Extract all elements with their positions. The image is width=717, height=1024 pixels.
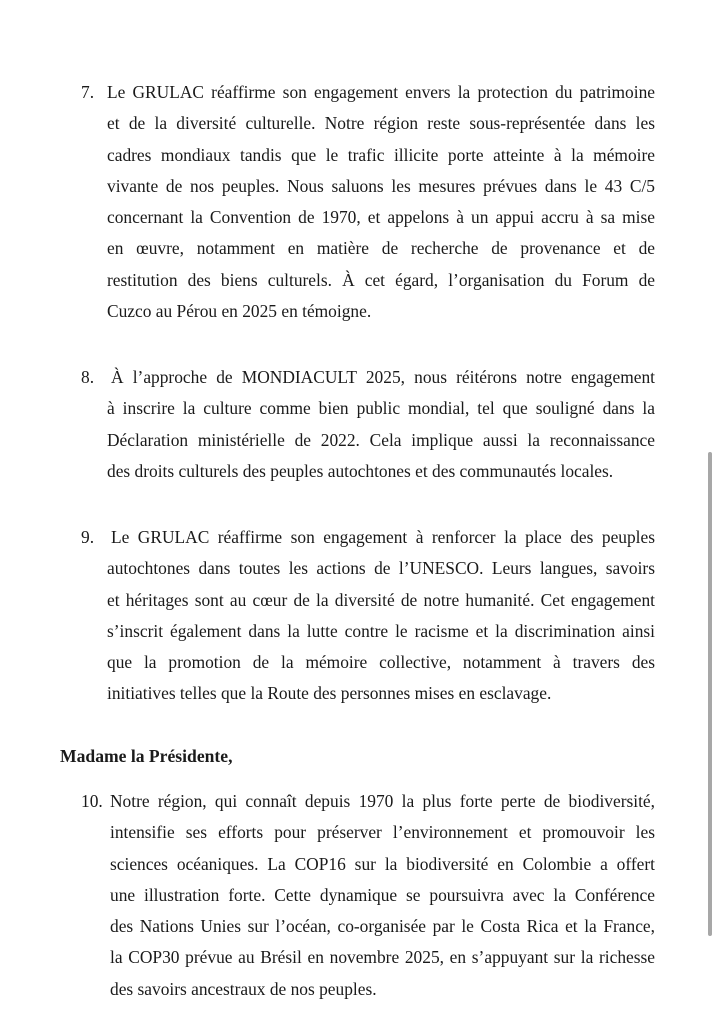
paragraph-line: des droits culturels des peuples autochtones et des communautés locales. <box>107 460 614 481</box>
paragraph-line: la COP30 prévue au Brésil en novembre 2025, en s’appuyant sur la richesse <box>110 947 655 968</box>
paragraph-number: 7. <box>81 82 95 102</box>
paragraph-8 <box>81 362 655 487</box>
paragraph-7 <box>81 77 655 327</box>
paragraph-line: vivante de nos peuples. Nous saluons les mesures prévues dans le 43 C/5 <box>107 175 655 196</box>
paragraph-line: Déclaration ministérielle de 2022. Cela implique aussi la reconnaissance <box>107 429 655 450</box>
paragraph-line: concernant la Convention de 1970, et appelons à un appui accru à sa mise <box>107 207 655 228</box>
paragraph-line: que la promotion de la mémoire collective, notamment à travers des <box>107 652 655 673</box>
paragraph-line: À l’approche de MONDIACULT 2025, nous réitérons notre engagement <box>111 367 655 387</box>
paragraph-line: à inscrire la culture comme bien public mondial, tel que souligné dans la <box>107 398 655 419</box>
paragraph-line: des savoirs ancestraux de nos peuples. <box>110 978 377 999</box>
paragraph-line: cadres mondiaux tandis que le trafic illicite porte atteinte à la mémoire <box>107 144 655 165</box>
paragraph-line: restitution des biens culturels. À cet égard, l’organisation du Forum de <box>107 269 655 290</box>
paragraph-line: Le GRULAC réaffirme son engagement à renforcer la place des peuples <box>111 527 655 547</box>
paragraph-10 <box>81 786 655 1005</box>
paragraph-line: sciences océaniques. La COP16 sur la biodiversité en Colombie a offert <box>110 853 655 874</box>
paragraph-line: et héritages sont au cœur de la diversité de notre humanité. Cet engagement <box>107 589 655 610</box>
paragraph-line: autochtones dans toutes les actions de l’UNESCO. Leurs langues, savoirs <box>107 558 655 579</box>
paragraph-number: 8. <box>81 367 95 387</box>
paragraph-line: initiatives telles que la Route des personnes mises en esclavage. <box>107 683 552 704</box>
paragraph-line: des Nations Unies sur l’océan, co-organisée par le Costa Rica et la France, <box>110 916 655 937</box>
paragraph-line: Le GRULAC réaffirme son engagement envers la protection du patrimoine <box>107 82 655 102</box>
paragraph-line: intensifie ses efforts pour préserver l’environnement et promouvoir les <box>110 822 655 843</box>
paragraph-number: 10. <box>81 791 103 811</box>
paragraph-number: 9. <box>81 527 95 547</box>
salutation-heading: Madame la Présidente, <box>60 746 233 766</box>
paragraph-line: s’inscrit également dans la lutte contre le racisme et la discrimination ainsi <box>107 620 655 641</box>
paragraph-line: en œuvre, notamment en matière de recherche de provenance et de <box>107 238 655 259</box>
paragraph-line: et de la diversité culturelle. Notre région reste sous-représentée dans les <box>107 113 655 134</box>
paragraph-line: une illustration forte. Cette dynamique se poursuivra avec la Conférence <box>110 884 655 905</box>
paragraph-line: Cuzco au Pérou en 2025 en témoigne. <box>107 301 372 322</box>
paragraph-9 <box>81 522 655 710</box>
paragraph-line: Notre région, qui connaît depuis 1970 la plus forte perte de biodiversité, <box>110 791 655 811</box>
vertical-scrollbar[interactable] <box>708 452 712 936</box>
